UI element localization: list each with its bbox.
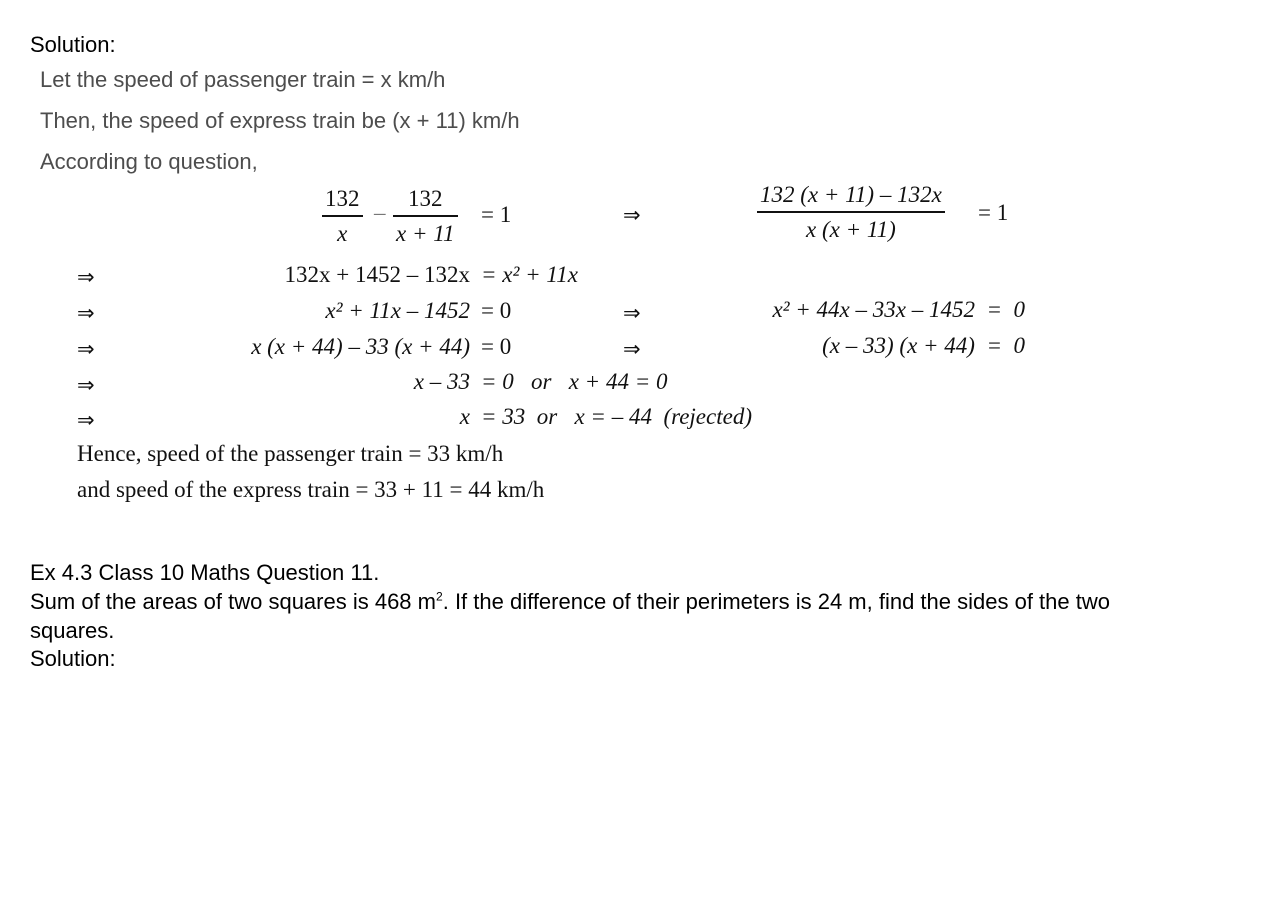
equals-one: = 1 <box>481 202 512 227</box>
fraction-denominator: x + 11 <box>396 220 455 246</box>
fraction-numerator: 132 (x + 11) – 132x <box>760 182 942 207</box>
implies-arrow-icon: ⇒ <box>623 203 641 227</box>
fraction-bar <box>322 215 363 217</box>
superscript-2: 2 <box>435 589 443 604</box>
implies-arrow-icon: ⇒ <box>77 373 95 397</box>
derivation-lhs: x (x + 44) – 33 (x + 44) <box>251 334 470 359</box>
derivation-rhs: = 0 <box>481 298 512 323</box>
derivation-rhs: = 0 <box>481 334 512 359</box>
solution-heading-2: Solution: <box>30 646 116 671</box>
question-text-part-2: . If the difference of their perimeters is 24 m, find the sides of the two <box>442 589 1110 614</box>
derivation-lhs: x² + 11x – 1452 <box>325 298 470 323</box>
solution-heading: Solution: <box>30 32 116 57</box>
fraction-combined <box>757 181 945 244</box>
implies-arrow-icon: ⇒ <box>77 408 95 432</box>
derivation-lhs: x <box>459 404 470 429</box>
question-text-part-1: Sum of the areas of two squares is 468 m <box>30 589 436 614</box>
fraction-bar <box>757 211 945 213</box>
implies-arrow-icon: ⇒ <box>77 265 95 289</box>
conclusion-line-1: Hence, speed of the passenger train = 33 km/h <box>77 441 504 466</box>
fraction-denominator: x <box>337 220 348 246</box>
fraction-132-over-x <box>322 185 363 248</box>
implies-arrow-icon: ⇒ <box>77 301 95 325</box>
conclusion-line-2: and speed of the express train = 33 + 11 = 44 km/h <box>77 477 545 502</box>
equals-one-right: = 1 <box>978 200 1009 225</box>
question-text-wrap: squares. <box>30 618 115 643</box>
fraction-132-over-x-plus-11 <box>393 185 458 248</box>
step-line-2: Then, the speed of express train be (x + 11) km/h <box>40 108 520 133</box>
derivation-right: x² + 44x – 33x – 1452 = 0 <box>772 297 1025 322</box>
fraction-numerator: 132 <box>325 186 360 211</box>
step-line-3: According to question, <box>40 149 258 174</box>
fraction-numerator: 132 <box>408 186 443 211</box>
derivation-right: (x – 33) (x + 44) = 0 <box>822 333 1025 358</box>
derivation-lhs: x – 33 <box>413 369 470 394</box>
derivation-lhs: 132x + 1452 – 132x <box>284 262 470 287</box>
derivation-rhs: = 0 or x + 44 = 0 <box>481 369 668 394</box>
derivation-rhs: = x² + 11x <box>481 262 578 287</box>
implies-arrow-icon: ⇒ <box>77 337 95 361</box>
question-title: Ex 4.3 Class 10 Maths Question 11. <box>30 560 380 585</box>
implies-arrow-icon: ⇒ <box>623 337 641 361</box>
implies-arrow-icon: ⇒ <box>623 301 641 325</box>
derivation-rhs: = 33 or x = – 44 (rejected) <box>481 404 752 429</box>
fraction-bar <box>393 215 458 217</box>
question-text <box>30 587 1110 616</box>
minus-sign: – <box>374 200 386 225</box>
fraction-denominator: x (x + 11) <box>806 216 896 242</box>
step-line-1: Let the speed of passenger train = x km/h <box>40 67 446 92</box>
